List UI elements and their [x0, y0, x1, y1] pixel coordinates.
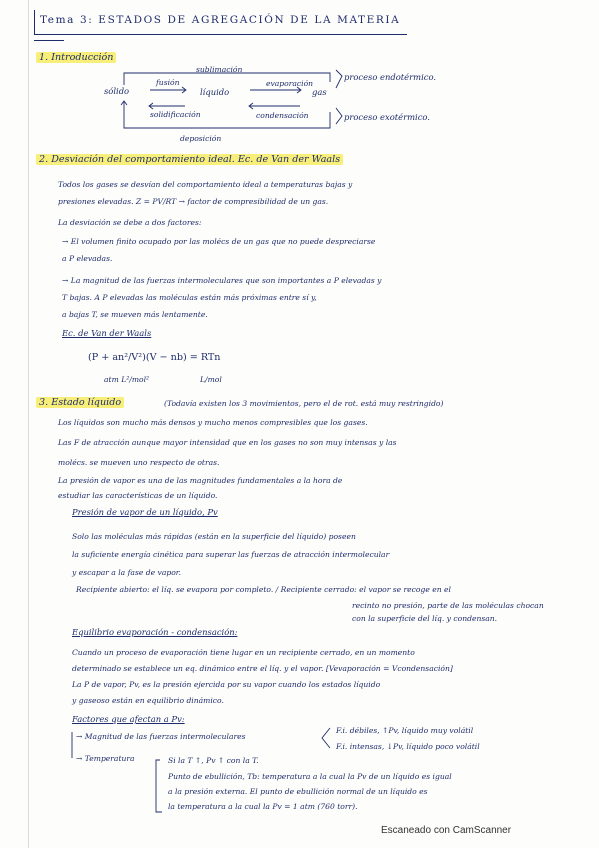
pv-line-3: y escapar a la fase de vapor.	[72, 568, 181, 577]
eq-line-2: determinado se establece un eq. dinámico entre el líq. y el vapor. [Vevaporación = Vcondensación]	[72, 664, 453, 673]
vdw-units-b: L/mol	[200, 375, 222, 384]
pv-line-2: la suficiente energía cinética para superar las fuerzas de atracción intermolecular	[72, 550, 390, 559]
recipiente-line-2: recinto no presión, parte de las moléculas chocan	[352, 601, 544, 610]
s2-line-4: → El volumen finito ocupado por las molécs de un gas que no puede despreciarse	[62, 237, 376, 246]
label-fusion: fusión	[156, 78, 180, 87]
scanner-watermark: Escaneado con CamScanner	[381, 825, 512, 836]
factor-2: → Temperatura	[76, 754, 135, 763]
s2-line-8: a bajas T, se mueven más lentamente.	[62, 310, 208, 319]
s3-line-4: molécs. se mueven uno respecto de otras.	[58, 458, 220, 467]
eq-line-3: La P de vapor, Pv, es la presión ejercida por su vapor cuando los estados líquido	[72, 680, 381, 689]
factor-1b: F.i. intensas, ↓Pv, líquido poco volátil	[336, 742, 480, 751]
factor-1a: F.i. débiles, ↑Pv, líquido muy volátil	[336, 726, 474, 735]
s3-line-3: Las F de atracción aunque mayor intensidad que en los gases no son muy intensas y las	[58, 438, 397, 447]
factores-heading: Factores que afectan a Pv:	[72, 714, 185, 724]
vdw-units-a: atm L²/mol²	[104, 375, 150, 384]
label-liquido: líquido	[200, 87, 230, 97]
s3-line-5: La presión de vapor es una de las magnitudes fundamentales a la hora de	[58, 476, 343, 485]
factor-1: → Magnitud de las fuerzas intermoleculares	[76, 732, 246, 741]
label-endotermico: proceso endotérmico.	[344, 72, 437, 82]
vdw-formula: (P + an²/V²)(V − nb) = RTn	[88, 352, 221, 363]
pv-line-1: Solo las moléculas más rápidas (están en la superficie del líquido) poseen	[72, 532, 356, 541]
temp-line-2: Punto de ebullición, Tb: temperatura a la cual la Pv de un líquido es igual	[168, 772, 452, 781]
page-title: Tema 3: ESTADOS DE AGREGACIÓN DE LA MATERIA	[40, 14, 401, 26]
eq-heading: Equilibrio evaporación - condensación:	[72, 627, 238, 637]
label-solidificacion: solidificación	[150, 110, 201, 119]
s2-line-2: presiones elevadas. Z = PV/RT → factor de compresibilidad de un gas.	[58, 197, 329, 206]
section-1-heading: 1. Introducción	[36, 52, 116, 63]
label-gas: gas	[312, 87, 327, 97]
vdw-label: Ec. de Van der Waals	[62, 328, 152, 338]
label-condensacion: condensación	[256, 111, 309, 120]
temp-line-3: a la presión externa. El punto de ebullición normal de un líquido es	[168, 787, 428, 796]
s2-line-1: Todos los gases se desvían del comportamiento ideal a temperaturas bajas y	[58, 180, 353, 189]
section-3-heading: 3. Estado líquido	[36, 397, 124, 408]
recipiente-line-3: con la superficie del líq. y condensan.	[352, 614, 498, 623]
pv-heading: Presión de vapor de un líquido, Pv	[72, 507, 218, 517]
temp-line-1: Si la T ↑, Pv ↑ con la T.	[168, 756, 259, 765]
s2-line-7: T bajas. A P elevadas las moléculas están más próximas entre sí y,	[62, 293, 317, 302]
label-sublimacion: sublimación	[196, 65, 243, 74]
section-2-heading: 2. Desviación del comportamiento ideal. Ec. de Van der Waals	[36, 154, 343, 165]
temp-line-4: la temperatura a la cual la Pv = 1 atm (760 torr).	[168, 802, 358, 811]
recipiente-line-1: Recipiente abierto: el líq. se evapora por completo. / Recipiente cerrado: el vapor se recoge en el	[76, 585, 451, 594]
s2-line-6: → La magnitud de las fuerzas intermoleculares que son importantes a P elevadas y	[62, 276, 382, 285]
label-solido: sólido	[104, 86, 130, 96]
s2-line-5: a P elevadas.	[62, 254, 113, 263]
eq-line-4: y gaseoso están en equilibrio dinámico.	[72, 696, 224, 705]
label-evaporacion: evaporación	[266, 79, 314, 88]
s2-line-3: La desviación se debe a dos factores:	[58, 218, 202, 227]
s3-line-2: Los líquidos son mucho más densos y mucho menos compresibles que los gases.	[58, 418, 368, 427]
s3-line-6: estudiar las características de un líquido.	[58, 491, 218, 500]
eq-line-1: Cuando un proceso de evaporación tiene lugar en un recipiente cerrado, en un momento	[72, 648, 415, 657]
label-exotermico: proceso exotérmico.	[344, 112, 430, 122]
s3-line-1: (Todavía existen los 3 movimientos, pero el de rot. está muy restringido)	[164, 399, 444, 408]
label-deposicion: deposición	[180, 134, 222, 143]
